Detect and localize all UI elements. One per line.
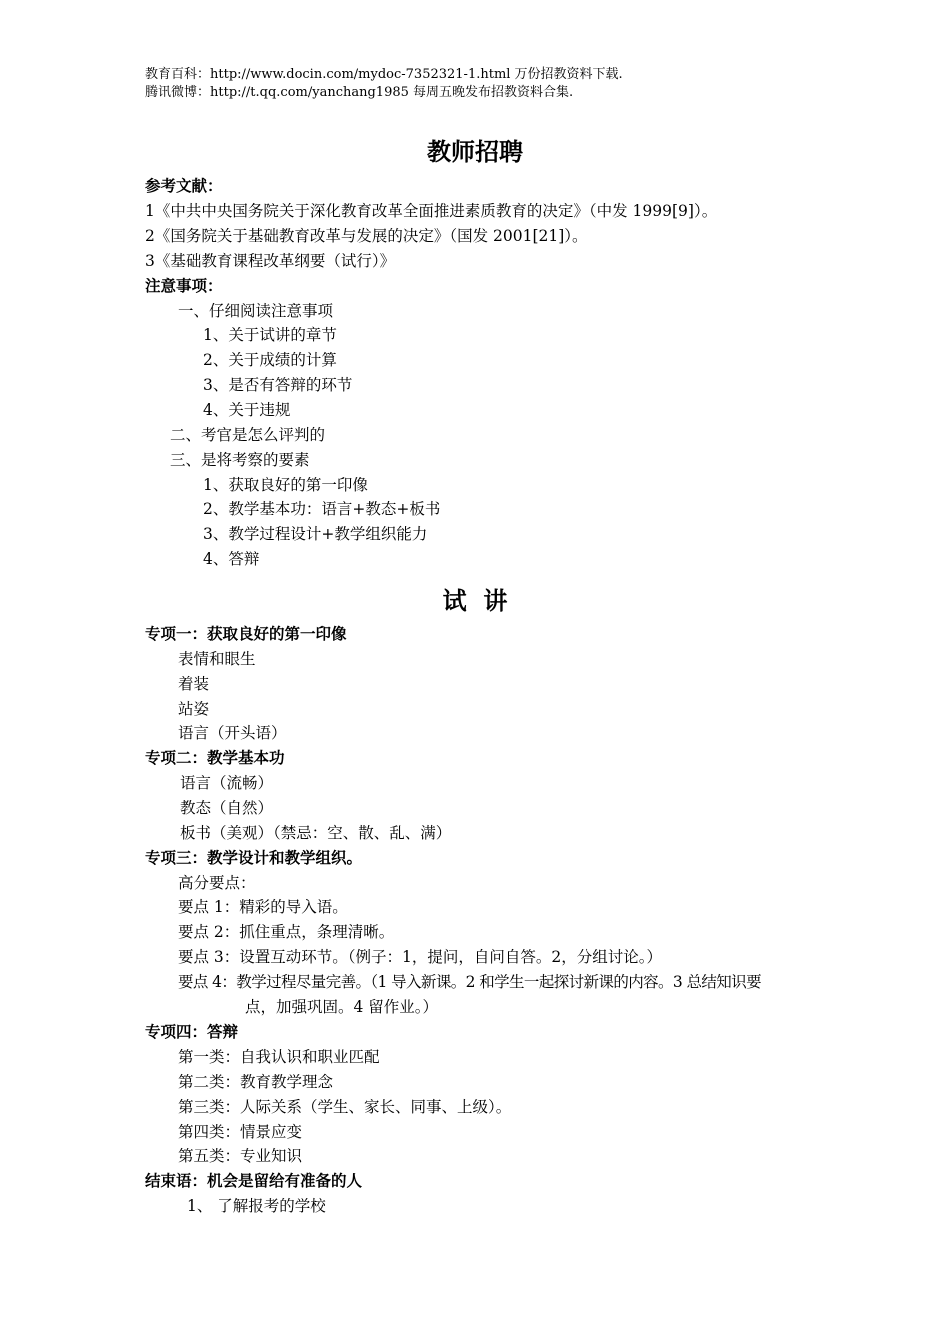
item3-point: 要点 4：教学过程尽量完善。（1 导入新课。2 和学生一起探讨新课的内容。3 总结知识要 xyxy=(178,973,762,991)
item1-entry: 着装 xyxy=(178,675,210,693)
notes-section-3-item: 1、获取良好的第一印像 xyxy=(203,476,368,494)
item4-category: 第四类：情景应变 xyxy=(178,1123,303,1141)
references-heading: 参考文献： xyxy=(145,176,223,195)
trial-title: 试 讲 xyxy=(442,586,508,615)
page-header xyxy=(145,66,623,102)
item3-point: 要点 3：设置互动环节。（例子：1，提问，自问自答。2，分组讨论。） xyxy=(178,948,663,966)
item3-point: 要点 2：抓住重点，条理清晰。 xyxy=(178,923,395,941)
item4-category: 第一类：自我认识和职业匹配 xyxy=(178,1048,380,1066)
item4-heading: 专项四：答辩 xyxy=(145,1022,239,1041)
item2-entry: 板书（美观）（禁忌：空、散、乱、满） xyxy=(180,824,452,842)
header-line-weibo: 腾讯微博：http://t.qq.com/yanchang1985 每周五晚发布招教资料合集. xyxy=(145,85,574,100)
item3-point4-continued: 点，加强巩固。4 留作业。） xyxy=(245,998,439,1016)
item2-entry: 教态（自然） xyxy=(180,799,274,817)
item1-heading: 专项一：获取良好的第一印像 xyxy=(145,624,347,643)
item1-entry: 站姿 xyxy=(178,700,210,718)
item4-category: 第五类：专业知识 xyxy=(178,1147,303,1165)
header-line-docin: 教育百科：http://www.docin.com/mydoc-7352321-1.html 万份招教资料下载. xyxy=(145,67,623,82)
item1-entry: 语言（开头语） xyxy=(178,724,287,742)
reference-item: 1《中共中央国务院关于深化教育改革全面推进素质教育的决定》（中发 1999[9]）。 xyxy=(145,202,718,220)
notes-section-3-item: 2、教学基本功：语言+教态+板书 xyxy=(203,500,441,518)
notes-heading: 注意事项： xyxy=(145,276,223,295)
closing-heading: 结束语：机会是留给有准备的人 xyxy=(145,1171,363,1190)
item1-entry: 表情和眼生 xyxy=(178,650,256,668)
item2-entry: 语言（流畅） xyxy=(180,774,274,792)
item3-intro: 高分要点： xyxy=(178,874,256,892)
item2-heading: 专项二：教学基本功 xyxy=(145,748,285,767)
notes-section-1-item: 4、关于违规 xyxy=(203,401,291,419)
notes-section-1: 一、仔细阅读注意事项 xyxy=(178,302,334,320)
reference-item: 2《国务院关于基础教育改革与发展的决定》（国发 2001[21]）。 xyxy=(145,227,588,245)
notes-section-1-item: 1、关于试讲的章节 xyxy=(203,326,337,344)
item3-point: 要点 1：精彩的导入语。 xyxy=(178,898,348,916)
main-title: 教师招聘 xyxy=(427,137,523,166)
item4-category: 第三类：人际关系（学生、家长、同事、上级）。 xyxy=(178,1098,512,1116)
item3-heading: 专项三：教学设计和教学组织。 xyxy=(145,848,363,867)
closing-item: 1、 了解报考的学校 xyxy=(187,1197,326,1215)
notes-section-2: 二、考官是怎么评判的 xyxy=(170,426,326,444)
notes-section-3-item: 3、教学过程设计+教学组织能力 xyxy=(203,525,428,543)
item4-category: 第二类：教育教学理念 xyxy=(178,1073,334,1091)
notes-section-1-item: 3、是否有答辩的环节 xyxy=(203,376,353,394)
reference-item: 3《基础教育课程改革纲要（试行）》 xyxy=(145,252,396,270)
notes-section-1-item: 2、关于成绩的计算 xyxy=(203,351,337,369)
notes-section-3-item: 4、答辩 xyxy=(203,550,260,568)
notes-section-3: 三、是将考察的要素 xyxy=(170,451,310,469)
